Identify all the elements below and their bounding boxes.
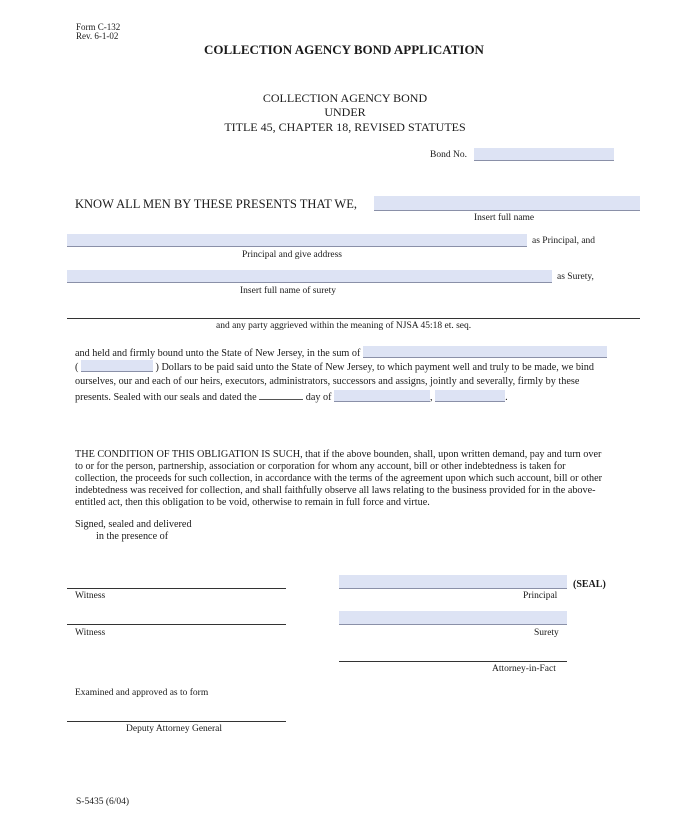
held-bound-text-4b: day of — [305, 392, 332, 403]
presence-text: in the presence of — [96, 531, 169, 542]
attorney-line[interactable] — [339, 661, 567, 662]
condition-line-1: THE CONDITION OF THIS OBLIGATION IS SUCH, that if the above bounden, shall, upon written demand, pay and turn over — [75, 449, 602, 460]
held-bound-text-2: ) Dollars to be paid said unto the State of New Jersey, to which payment well and truly to be made, we bind — [155, 362, 594, 373]
open-paren: ( — [75, 362, 79, 373]
witness-2-label: Witness — [75, 628, 106, 638]
witness-1-line[interactable] — [67, 588, 286, 589]
subtitle-line-2: UNDER — [324, 105, 366, 119]
form-code: S-5435 (6/04) — [76, 797, 130, 807]
subtitle-line-3: TITLE 45, CHAPTER 18, REVISED STATUTES — [224, 120, 466, 134]
condition-line-2: to or for the person, partnership, association or corporation for whom any account, bill or other indebtedness is taken for — [75, 461, 566, 472]
bond-no-field[interactable] — [474, 148, 614, 161]
surety-label: Surety — [534, 628, 559, 638]
bond-no-label: Bond No. — [430, 150, 467, 160]
condition-line-3: collection, the proceeds for such collection, in accordance with the terms of the agreement upon which such account, bill or other — [75, 473, 603, 484]
know-all-men-text: KNOW ALL MEN BY THESE PRESENTS THAT WE, — [75, 197, 357, 211]
dated-day-field[interactable] — [259, 390, 303, 400]
full-name-field[interactable] — [374, 196, 640, 211]
held-bound-text-3: ourselves, our and each of our heirs, executors, administrators, successors and assigns, jointly and severally, firmly by these — [75, 376, 580, 387]
as-surety-text: as Surety, — [557, 272, 594, 282]
attorney-label: Attorney-in-Fact — [492, 664, 556, 674]
seal-label: (SEAL) — [573, 579, 606, 590]
signed-sealed-text: Signed, sealed and delivered — [75, 519, 192, 530]
surety-caption: Insert full name of surety — [240, 286, 337, 296]
held-bound-line-1 — [75, 346, 607, 360]
full-name-caption: Insert full name — [474, 213, 535, 223]
witness-1-label: Witness — [75, 591, 106, 601]
principal-label: Principal — [523, 591, 558, 601]
surety-signature-field[interactable] — [339, 611, 567, 625]
page-title: COLLECTION AGENCY BOND APPLICATION — [204, 42, 484, 57]
witness-2-line[interactable] — [67, 624, 286, 625]
aggrieved-text: and any party aggrieved within the meaning of NJSA 45:18 et. seq. — [216, 321, 472, 331]
surety-name-field[interactable] — [67, 270, 552, 283]
separator-line — [67, 318, 640, 319]
principal-signature-field[interactable] — [339, 575, 567, 589]
form-number: Form C-132 — [76, 22, 121, 32]
comma: , — [430, 392, 433, 403]
principal-caption: Principal and give address — [242, 250, 342, 260]
period: . — [505, 392, 508, 403]
subtitle-line-1: COLLECTION AGENCY BOND — [262, 91, 428, 105]
dated-month-field[interactable] — [334, 390, 430, 402]
held-bound-line-2 — [75, 360, 594, 374]
amount-numeric-field[interactable] — [81, 360, 153, 372]
deputy-line[interactable] — [67, 721, 286, 722]
dated-year-field[interactable] — [435, 390, 505, 402]
held-bound-text-4a: presents. Sealed with our seals and dated the — [75, 392, 257, 403]
as-principal-text: as Principal, and — [532, 236, 596, 246]
revision-date: Rev. 6-1-02 — [76, 31, 119, 41]
sum-field[interactable] — [363, 346, 607, 358]
examined-text: Examined and approved as to form — [75, 688, 209, 698]
principal-address-field[interactable] — [67, 234, 527, 247]
deputy-label: Deputy Attorney General — [126, 724, 223, 734]
held-bound-line-4 — [75, 390, 508, 404]
condition-line-4: indebtedness was received for collection, and shall faithfully observe all laws relating to the business provided for in the above- — [75, 485, 596, 496]
condition-line-5: entitled act, then this obligation to be void, otherwise to remain in full force and virtue. — [75, 497, 430, 508]
held-bound-text-1: and held and firmly bound unto the State of New Jersey, in the sum of — [75, 348, 361, 359]
